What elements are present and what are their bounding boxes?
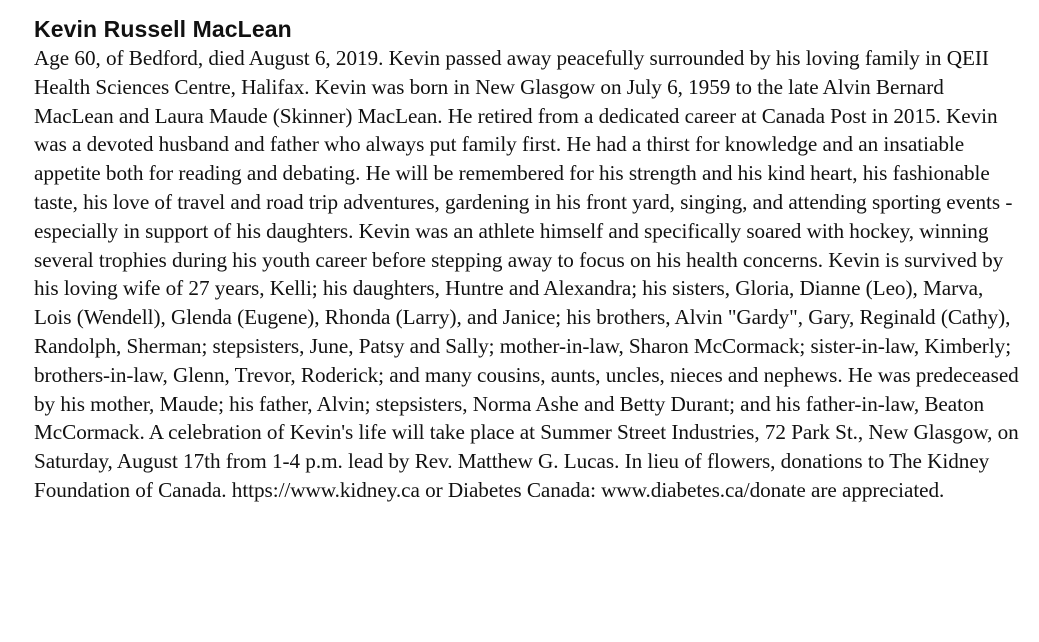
obituary-notice — [34, 14, 1024, 505]
obituary-body-text: Age 60, of Bedford, died August 6, 2019. Kevin passed away peacefully surrounded by his loving family in QEII Health Sciences Centre, Halifax. Kevin was born in New Glasgow on July 6, 1959 to the late Alvin Bernard MacLean and Laura Maude (Skinner) MacLean. He retired from a dedicated career at Canada Post in 2015. Kevin was a devoted husband and father who always put family first. He had a thirst for knowledge and an insatiable appetite both for reading and debating. He will be remembered for his strength and his kind heart, his fashionable taste, his love of travel and road trip adventures, gardening in his front yard, singing, and attending sporting events - especially in support of his daughters. Kevin was an athlete himself and specifically soared with hockey, winning several trophies during his youth career before stepping away to focus on his health concerns. Kevin is survived by his loving wife of 27 years, Kelli; his daughters, Huntre and Alexandra; his sisters, Gloria, Dianne (Leo), Marva, Lois (Wendell), Glenda (Eugene), Rhonda (Larry), and Janice; his brothers, Alvin "Gardy", Gary, Reginald (Cathy), Randolph, Sherman; stepsisters, June, Patsy and Sally; mother-in-law, Sharon McCormack; sister-in-law, Kimberly; brothers-in-law, Glenn, Trevor, Roderick; and many cousins, aunts, uncles, nieces and nephews. He was predeceased by his mother, Maude; his father, Alvin; stepsisters, Norma Ashe and Betty Durant; and his father-in-law, Beaton McCormack. A celebration of Kevin's life will take place at Summer Street Industries, 72 Park St., New Glasgow, on Saturday, August 17th from 1-4 p.m. lead by Rev. Matthew G. Lucas. In lieu of flowers, donations to The Kidney Foundation of Canada. https://www.kidney.ca or Diabetes Canada: www.diabetes.ca/donate are appreciated. — [34, 46, 1019, 502]
obituary-name-heading: Kevin Russell MacLean — [34, 16, 292, 42]
